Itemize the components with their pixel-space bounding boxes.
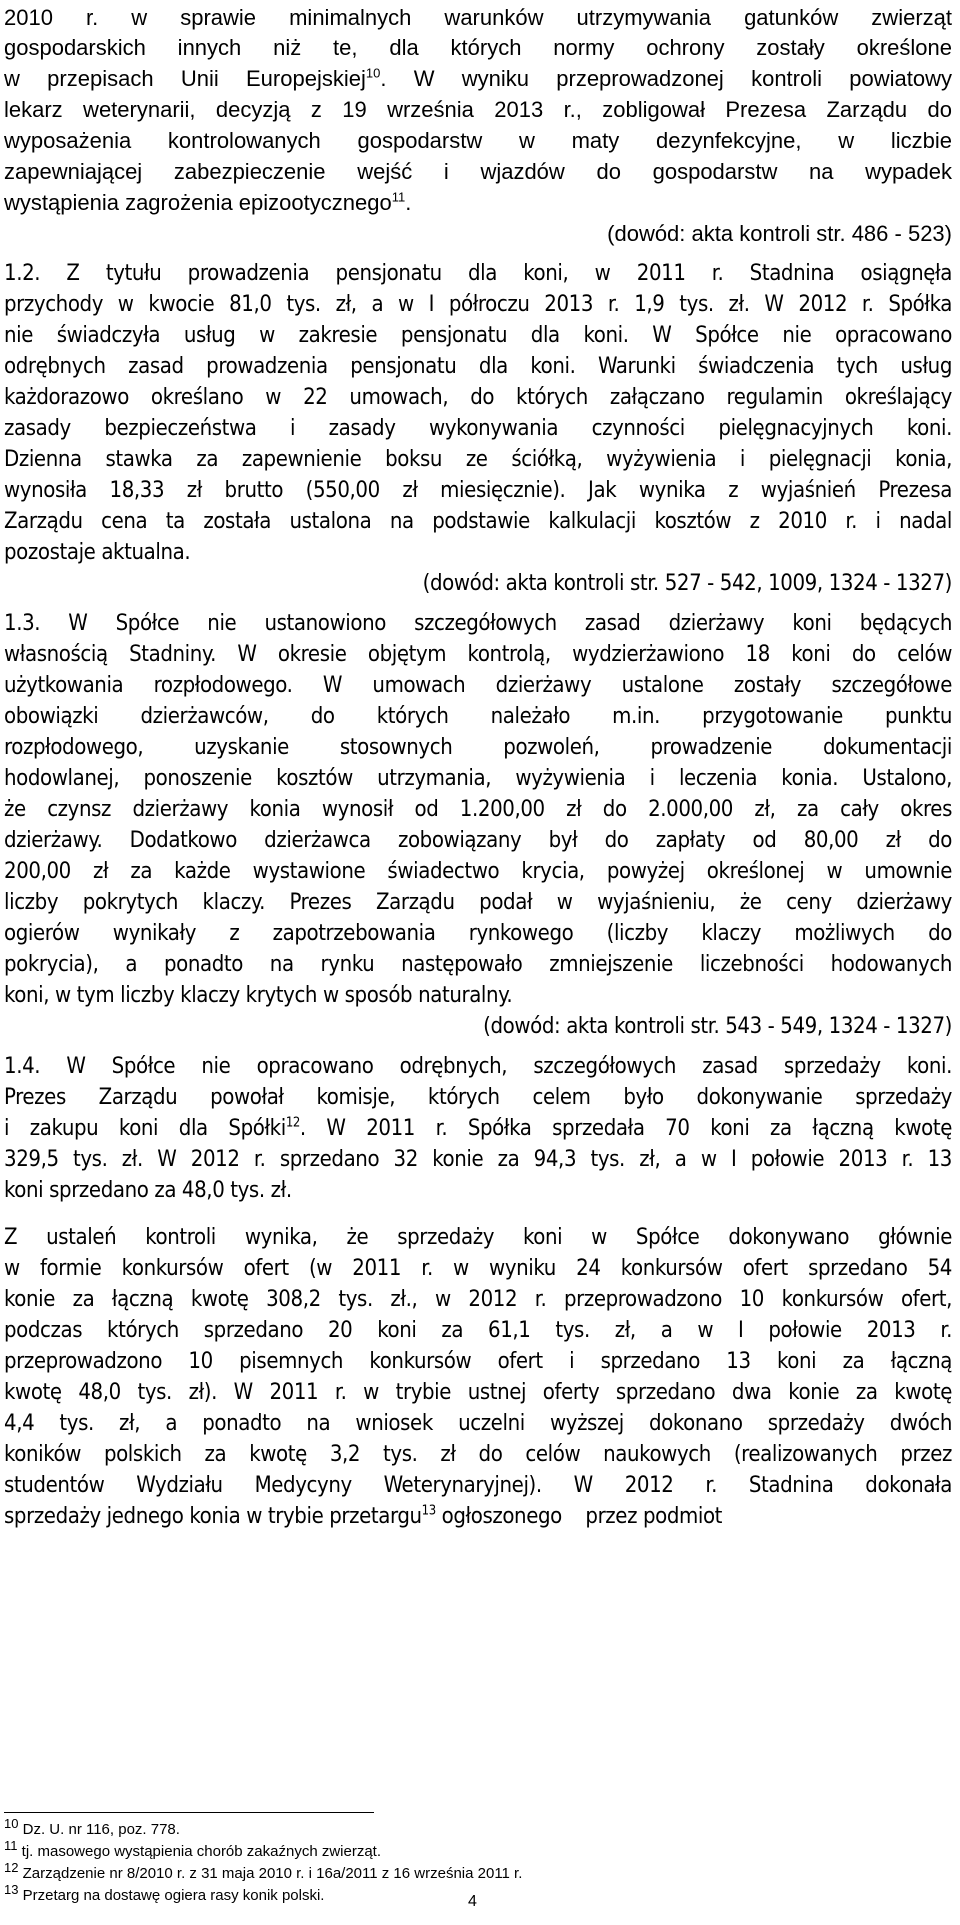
footnote-ref: 11 (391, 189, 406, 205)
text-line: Z ustaleń kontroli wynika, że sprzedaży koni w Spółce dokonywano głównie (4, 1225, 952, 1250)
text-line: koników polskich za kwotę 3,2 tys. zł do celów naukowych (realizowanych przez (4, 1442, 952, 1467)
text-line: przychody w kwocie 81,0 tys. zł, a w I półroczu 2013 r. 1,9 tys. zł. W 2012 r. Spółka (4, 292, 952, 317)
text-line: sprzedaży jednego konia w trybie przetargu$^{13}$ ogłoszonego przez podmiot (4, 1503, 723, 1529)
text-line: użytkowania rozpłodowego. W umowach dzierżawy ustalone zostały szczegółowe (4, 673, 952, 698)
text-line: konie za łączną kwotę 308,2 tys. zł., w 2012 r. przeprowadzono 10 konkursów ofert, (4, 1287, 952, 1312)
text-line: dzierżawy. Dodatkowo dzierżawca zobowiązany był do zapłaty od 80,00 zł do (4, 828, 952, 853)
text-line: liczby pokrytych klaczy. Prezes Zarządu podał w wyjaśnieniu, że ceny dzierżawy (4, 890, 952, 915)
footnote: 12 Zarządzenie nr 8/2010 r. z 31 maja 2010 r. i 16a/2011 z 16 września 2011 r. (4, 1860, 523, 1882)
text-line: przeprowadzono 10 pisemnych konkursów ofert i sprzedano 13 koni za łączną (4, 1349, 952, 1374)
text-line: 1.2. Z tytułu prowadzenia pensjonatu dla koni, w 2011 r. Stadnina osiągnęła (4, 261, 952, 286)
text-line: i zakupu koni dla Spółki$^{12}$. W 2011 r. Spółka sprzedała 70 koni za łączną kwotę (4, 1115, 952, 1141)
text-line: wyposażenia kontrolowanych gospodarstw w maty dezynfekcyjne, w liczbie (4, 128, 952, 153)
text-line: hodowlanej, ponoszenie kosztów utrzymania, wyżywienia i leczenia konia. Ustalono, (4, 766, 952, 791)
text-line: że czynsz dzierżawy konia wynosił od 1.200,00 zł do 2.000,00 zł, za cały okres (4, 797, 952, 822)
text-line: Prezes Zarządu powołał komisje, których celem było dokonywanie sprzedaży (4, 1085, 952, 1110)
text-line: 200,00 zł za każde wystawione świadectwo krycia, powyżej określonej w umownie (4, 859, 952, 884)
text-line: gospodarskich innych niż te, dla których normy ochrony zostały określone (4, 35, 952, 60)
text-line: pokrycia), a ponadto na rynku następowało zmniejszenie liczebności hodowanych (4, 952, 952, 977)
text-line: obowiązki dzierżawców, do których należało m.in. przygotowanie punktu (4, 704, 952, 729)
text-line: odrębnych zasad prowadzenia pensjonatu dla koni. Warunki świadczenia tych usług (4, 354, 952, 379)
text-line: studentów Wydziału Medycyny Weterynaryjnej). W 2012 r. Stadnina dokonała (4, 1473, 952, 1498)
text-line: własnością Stadniny. W okresie objętym kontrolą, wydzierżawiono 18 koni do celów (4, 642, 952, 667)
text-line: każdorazowo określano w 22 umowach, do których załączano regulamin określający (4, 385, 952, 410)
page-number: 4 (468, 1893, 477, 1910)
text-line: w formie konkursów ofert (w 2011 r. w wyniku 24 konkursów ofert sprzedano 54 (4, 1256, 952, 1281)
footnote-ref: 12 (285, 1115, 300, 1131)
text-line: zasady bezpieczeństwa i zasady wykonywania czynności pielęgnacyjnych koni. (4, 416, 952, 441)
text-line: rozpłodowego, uzyskanie stosownych pozwoleń, prowadzenie dokumentacji (4, 735, 952, 760)
text-line: w przepisach Unii Europejskiej$^{10}$. W wyniku przeprowadzonej kontroli powiatowy (4, 65, 952, 91)
text-line: 4,4 tys. zł, a ponadto na wniosek uczelni wyższej dokonano sprzedaży dwóch (4, 1411, 952, 1436)
text-line: Dzienna stawka za zapewnienie boksu ze ściółką, wyżywienia i pielęgnacji konia, (4, 447, 952, 472)
text-line: ogierów wynikały z zapotrzebowania rynkowego (liczby klaczy możliwych do (4, 921, 952, 946)
footnote: 11 tj. masowego wystąpienia chorób zakaźnych zwierząt. (4, 1838, 382, 1860)
text-line: 2010 r. w sprawie minimalnych warunków utrzymywania gatunków zwierząt (4, 5, 952, 30)
text-line: lekarz weterynarii, decyzją z 19 września 2013 r., zobligował Prezesa Zarządu do (4, 97, 952, 122)
text-line: kwotę 48,0 tys. zł). W 2011 r. w trybie ustnej oferty sprzedano dwa konie za kwotę (4, 1380, 952, 1405)
text-line: Zarządu cena ta została ustalona na podstawie kalkulacji kosztów z 2010 r. i nadal (4, 509, 952, 534)
text-line: nie świadczyła usług w zakresie pensjonatu dla koni. W Spółce nie opracowano (4, 323, 952, 348)
evidence-reference: (dowód: akta kontroli str. 527 - 542, 1009, 1324 - 1327) (422, 571, 952, 596)
evidence-reference: (dowód: akta kontroli str. 486 - 523) (607, 221, 952, 246)
text-line: zapewniającej zabezpieczenie wejść i wjazdów do gospodarstw na wypadek (4, 159, 952, 184)
text-line: podczas których sprzedano 20 koni za 61,1 tys. zł, a w I połowie 2013 r. (4, 1318, 952, 1343)
footnote: 13 Przetarg na dostawę ogiera rasy konik polski. (4, 1882, 325, 1904)
text-line: 1.4. W Spółce nie opracowano odrębnych, szczegółowych zasad sprzedaży koni. (4, 1054, 952, 1079)
text-line: koni sprzedano za 48,0 tys. zł. (4, 1178, 292, 1203)
text-line: koni, w tym liczby klaczy krytych w sposób naturalny. (4, 983, 513, 1008)
text-line: 1.3. W Spółce nie ustanowiono szczegółowych zasad dzierżawy koni będących (4, 611, 952, 636)
footnote-ref: 10 (365, 65, 381, 81)
text-line: 329,5 tys. zł. W 2012 r. sprzedano 32 konie za 94,3 tys. zł, a w I połowie 2013 r. 13 (4, 1147, 952, 1172)
footnote-separator (4, 1812, 374, 1813)
footnote: 10 Dz. U. nr 116, poz. 778. (4, 1816, 180, 1838)
text-line: pozostaje aktualna. (4, 540, 191, 565)
text-line: wystąpienia zagrożenia epizootycznego$^{11}$. (4, 189, 412, 215)
footnote-ref: 13 (421, 1503, 436, 1519)
evidence-reference: (dowód: akta kontroli str. 543 - 549, 1324 - 1327) (483, 1014, 952, 1039)
text-line: wynosiła 18,33 zł brutto (550,00 zł miesięcznie). Jak wynika z wyjaśnień Prezesa (4, 478, 952, 503)
